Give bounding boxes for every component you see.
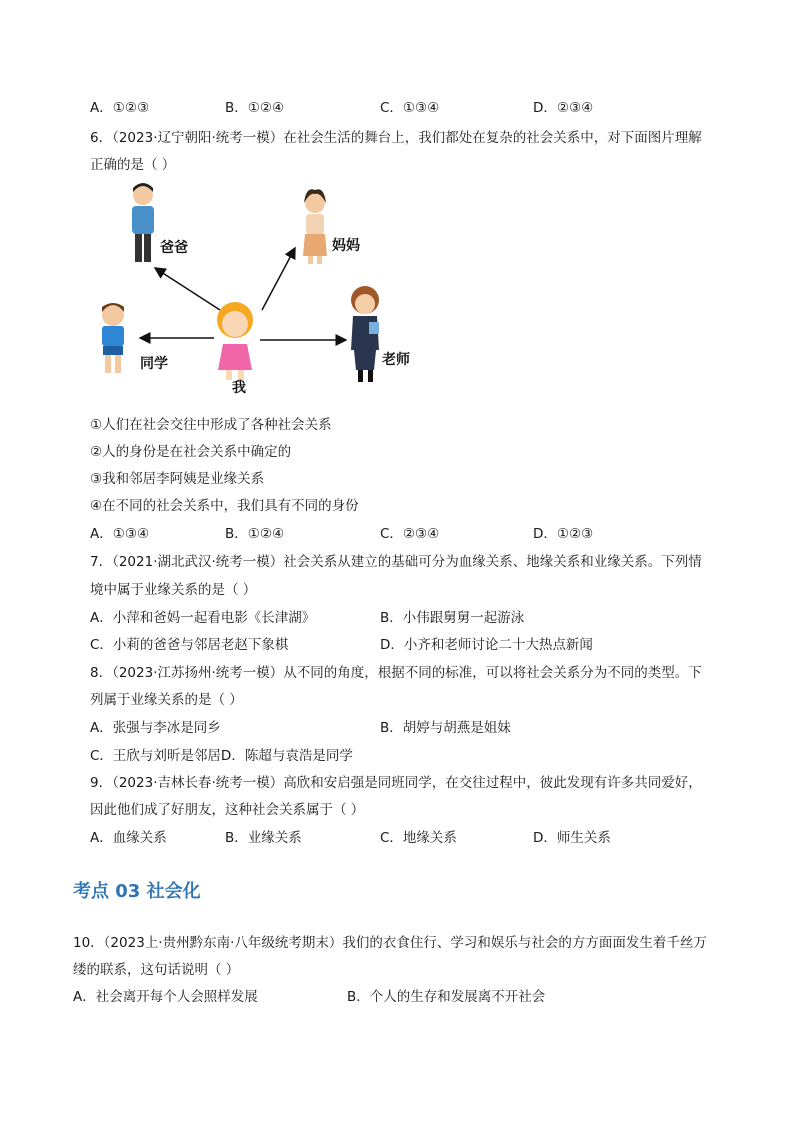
q9-stem-line2: 因此他们成了好朋友，这种社会关系属于（ ） [90,802,365,818]
dad-figure [132,183,154,262]
me-figure [217,302,253,380]
label-dad: 爸爸 [160,240,188,256]
q6-statement-2: ②人的身份是在社会关系中确定的 [90,444,292,460]
q6-option-c: C．②③④ [380,526,440,542]
social-relations-diagram [80,180,440,395]
label-mom: 妈妈 [332,238,360,254]
q6-option-b: B．①②④ [225,526,285,542]
q7-option-a: A．小萍和爸妈一起看电影《长津湖》 [90,610,316,626]
q7-option-c: C．小莉的爸爸与邻居老赵下象棋 [90,637,289,653]
label-me: 我 [232,380,246,395]
q9-stem-line1: 9．（2023·吉林长春·统考一模）高欣和安启强是同班同学，在交往过程中，彼此发现有许多共同爱好， [90,775,702,791]
q8-stem-line1: 8．（2023·江苏扬州·统考一模）从不同的角度，根据不同的标准，可以将社会关系分为不同的类型。下 [90,665,702,681]
q6-statement-4: ④在不同的社会关系中，我们具有不同的身份 [90,498,359,514]
q9-option-d: D．师生关系 [533,830,611,846]
arrow-to-mom [262,248,295,310]
teacher-figure [351,286,379,382]
q6-statement-3: ③我和邻居李阿姨是业缘关系 [90,471,265,487]
q10-option-a: A．社会离开每个人会照样发展 [73,989,258,1005]
section-title: 考点 03 社会化 [73,881,201,902]
q6-option-a: A．①③④ [90,526,150,542]
q5-option-c: C．①③④ [380,100,440,116]
q6-stem-line1: 6．（2023·辽宁朝阳·统考一模）在社会生活的舞台上，我们都处在复杂的社会关系中，对下面图片理解 [90,130,702,146]
q9-option-b: B．业缘关系 [225,830,302,846]
label-teacher: 老师 [382,352,410,368]
q10-stem-line2: 缕的联系，这句话说明（ ） [73,962,240,978]
q8-stem-line2: 列属于业缘关系的是（ ） [90,692,243,708]
q5-option-a: A．①②③ [90,100,150,116]
q6-statement-1: ①人们在社会交往中形成了各种社会关系 [90,417,332,433]
q9-option-c: C．地缘关系 [380,830,457,846]
q8-option-cd: C．王欣与刘昕是邻居D．陈超与袁浩是同学 [90,748,353,764]
q5-option-d: D．②③④ [533,100,594,116]
q7-option-b: B．小伟跟舅舅一起游泳 [380,610,525,626]
q8-option-a: A．张强与李冰是同乡 [90,720,221,736]
q6-option-d: D．①②③ [533,526,594,542]
q5-option-b: B．①②④ [225,100,285,116]
classmate-figure [102,303,124,373]
q10-stem-line1: 10．（2023上·贵州黔东南·八年级统考期末）我们的衣食住行、学习和娱乐与社会的方方面面发生着千丝万 [73,935,707,951]
q6-stem-line2: 正确的是（ ） [90,157,176,173]
arrow-to-dad [155,268,220,310]
q7-stem-line1: 7．（2021·湖北武汉·统考一模）社会关系从建立的基础可分为血缘关系、地缘关系和业缘关系。下列情 [90,554,702,570]
label-classmate: 同学 [140,356,168,372]
q7-stem-line2: 境中属于业缘关系的是（ ） [90,582,257,598]
q8-option-b: B．胡婷与胡燕是姐妹 [380,720,511,736]
mom-figure [303,189,327,264]
q9-option-a: A．血缘关系 [90,830,167,846]
q7-option-d: D．小齐和老师讨论二十大热点新闻 [380,637,593,653]
q10-option-b: B．个人的生存和发展离不开社会 [347,989,546,1005]
